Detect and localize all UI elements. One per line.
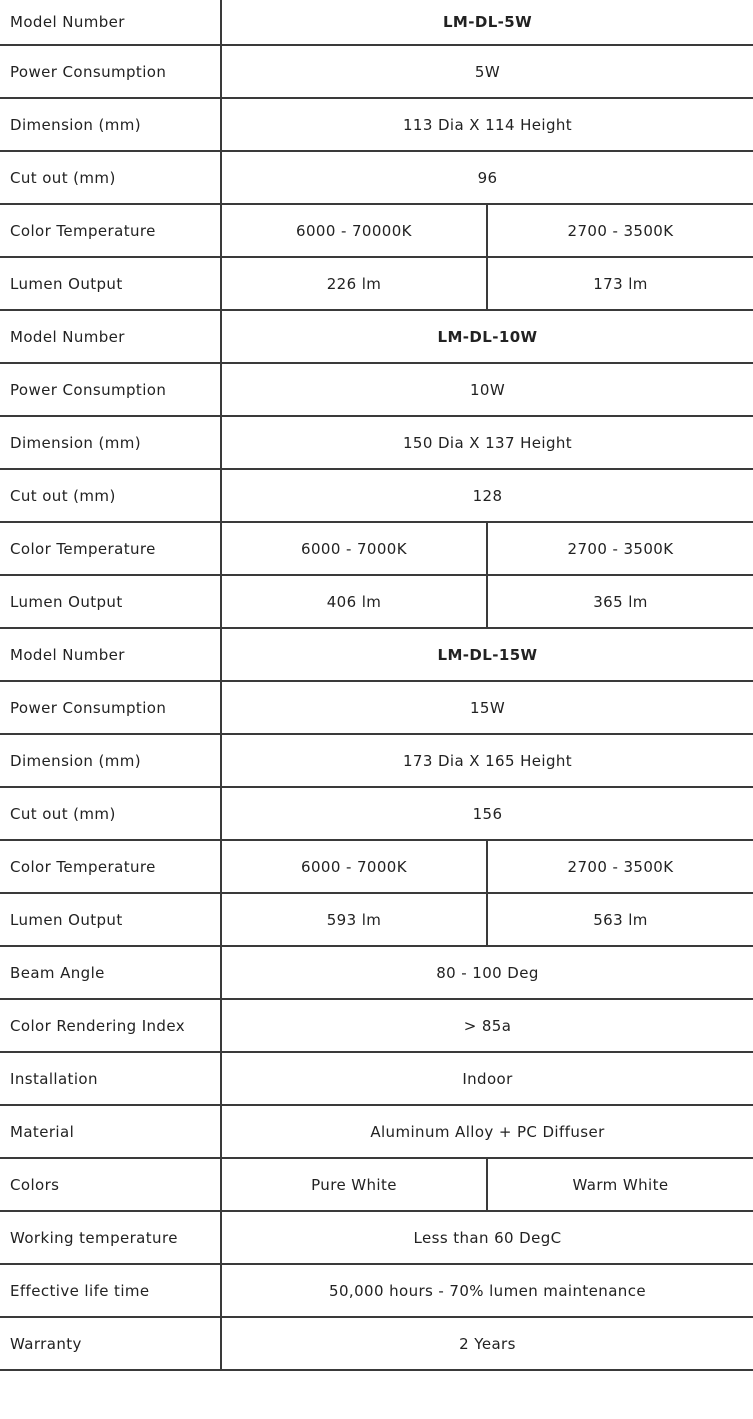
spec-value: Indoor bbox=[221, 1052, 753, 1105]
spec-value: 2700 - 3500K bbox=[487, 522, 753, 575]
spec-row bbox=[0, 1317, 753, 1370]
spec-label: Power Consumption bbox=[0, 681, 221, 734]
spec-value: 150 Dia X 137 Height bbox=[221, 416, 753, 469]
spec-value: 173 Dia X 165 Height bbox=[221, 734, 753, 787]
spec-label: Cut out (mm) bbox=[0, 151, 221, 204]
spec-label: Color Rendering Index bbox=[0, 999, 221, 1052]
spec-label: Lumen Output bbox=[0, 575, 221, 628]
spec-row bbox=[0, 522, 753, 575]
spec-label: Color Temperature bbox=[0, 840, 221, 893]
spec-row bbox=[0, 628, 753, 681]
spec-value: 10W bbox=[221, 363, 753, 416]
spec-value: 96 bbox=[221, 151, 753, 204]
spec-value: 6000 - 7000K bbox=[221, 522, 487, 575]
spec-label: Dimension (mm) bbox=[0, 734, 221, 787]
spec-value: 156 bbox=[221, 787, 753, 840]
spec-label: Working temperature bbox=[0, 1211, 221, 1264]
spec-value: 128 bbox=[221, 469, 753, 522]
spec-value: 2700 - 3500K bbox=[487, 840, 753, 893]
spec-row bbox=[0, 575, 753, 628]
spec-row bbox=[0, 469, 753, 522]
spec-value: 113 Dia X 114 Height bbox=[221, 98, 753, 151]
spec-value: 226 lm bbox=[221, 257, 487, 310]
spec-row bbox=[0, 45, 753, 98]
spec-row bbox=[0, 681, 753, 734]
spec-value: 15W bbox=[221, 681, 753, 734]
spec-label: Material bbox=[0, 1105, 221, 1158]
spec-label: Effective life time bbox=[0, 1264, 221, 1317]
spec-label: Beam Angle bbox=[0, 946, 221, 999]
spec-label: Model Number bbox=[0, 310, 221, 363]
spec-label: Color Temperature bbox=[0, 204, 221, 257]
spec-value: 2 Years bbox=[221, 1317, 753, 1370]
spec-row bbox=[0, 893, 753, 946]
spec-value: 6000 - 70000K bbox=[221, 204, 487, 257]
spec-row bbox=[0, 151, 753, 204]
spec-label: Power Consumption bbox=[0, 363, 221, 416]
spec-label: Model Number bbox=[0, 628, 221, 681]
spec-value: 6000 - 7000K bbox=[221, 840, 487, 893]
spec-label: Lumen Output bbox=[0, 893, 221, 946]
spec-value: 80 - 100 Deg bbox=[221, 946, 753, 999]
spec-label: Warranty bbox=[0, 1317, 221, 1370]
spec-label: Cut out (mm) bbox=[0, 469, 221, 522]
spec-value: 173 lm bbox=[487, 257, 753, 310]
spec-value: 563 lm bbox=[487, 893, 753, 946]
spec-label: Installation bbox=[0, 1052, 221, 1105]
spec-row bbox=[0, 0, 753, 45]
spec-row bbox=[0, 787, 753, 840]
spec-row bbox=[0, 310, 753, 363]
model-number-value: LM-DL-5W bbox=[221, 0, 753, 45]
spec-row bbox=[0, 416, 753, 469]
spec-row bbox=[0, 1211, 753, 1264]
spec-row bbox=[0, 204, 753, 257]
spec-value: 5W bbox=[221, 45, 753, 98]
spec-value: 406 lm bbox=[221, 575, 487, 628]
spec-row bbox=[0, 257, 753, 310]
spec-label: Lumen Output bbox=[0, 257, 221, 310]
spec-value: Pure White bbox=[221, 1158, 487, 1211]
spec-value: 2700 - 3500K bbox=[487, 204, 753, 257]
model-number-value: LM-DL-15W bbox=[221, 628, 753, 681]
spec-row bbox=[0, 999, 753, 1052]
spec-value: > 85a bbox=[221, 999, 753, 1052]
spec-value: Less than 60 DegC bbox=[221, 1211, 753, 1264]
spec-value: Aluminum Alloy + PC Diffuser bbox=[221, 1105, 753, 1158]
spec-row bbox=[0, 1105, 753, 1158]
spec-label: Colors bbox=[0, 1158, 221, 1211]
spec-label: Cut out (mm) bbox=[0, 787, 221, 840]
spec-row bbox=[0, 1158, 753, 1211]
spec-label: Dimension (mm) bbox=[0, 416, 221, 469]
spec-label: Model Number bbox=[0, 0, 221, 45]
spec-value: Warm White bbox=[487, 1158, 753, 1211]
model-number-value: LM-DL-10W bbox=[221, 310, 753, 363]
spec-value: 50,000 hours - 70% lumen maintenance bbox=[221, 1264, 753, 1317]
spec-label: Power Consumption bbox=[0, 45, 221, 98]
spec-row bbox=[0, 840, 753, 893]
spec-label: Color Temperature bbox=[0, 522, 221, 575]
spec-row bbox=[0, 363, 753, 416]
spec-row bbox=[0, 1264, 753, 1317]
spec-row bbox=[0, 98, 753, 151]
spec-row bbox=[0, 734, 753, 787]
spec-value: 593 lm bbox=[221, 893, 487, 946]
spec-label: Dimension (mm) bbox=[0, 98, 221, 151]
spec-value: 365 lm bbox=[487, 575, 753, 628]
spec-row bbox=[0, 946, 753, 999]
spec-row bbox=[0, 1052, 753, 1105]
